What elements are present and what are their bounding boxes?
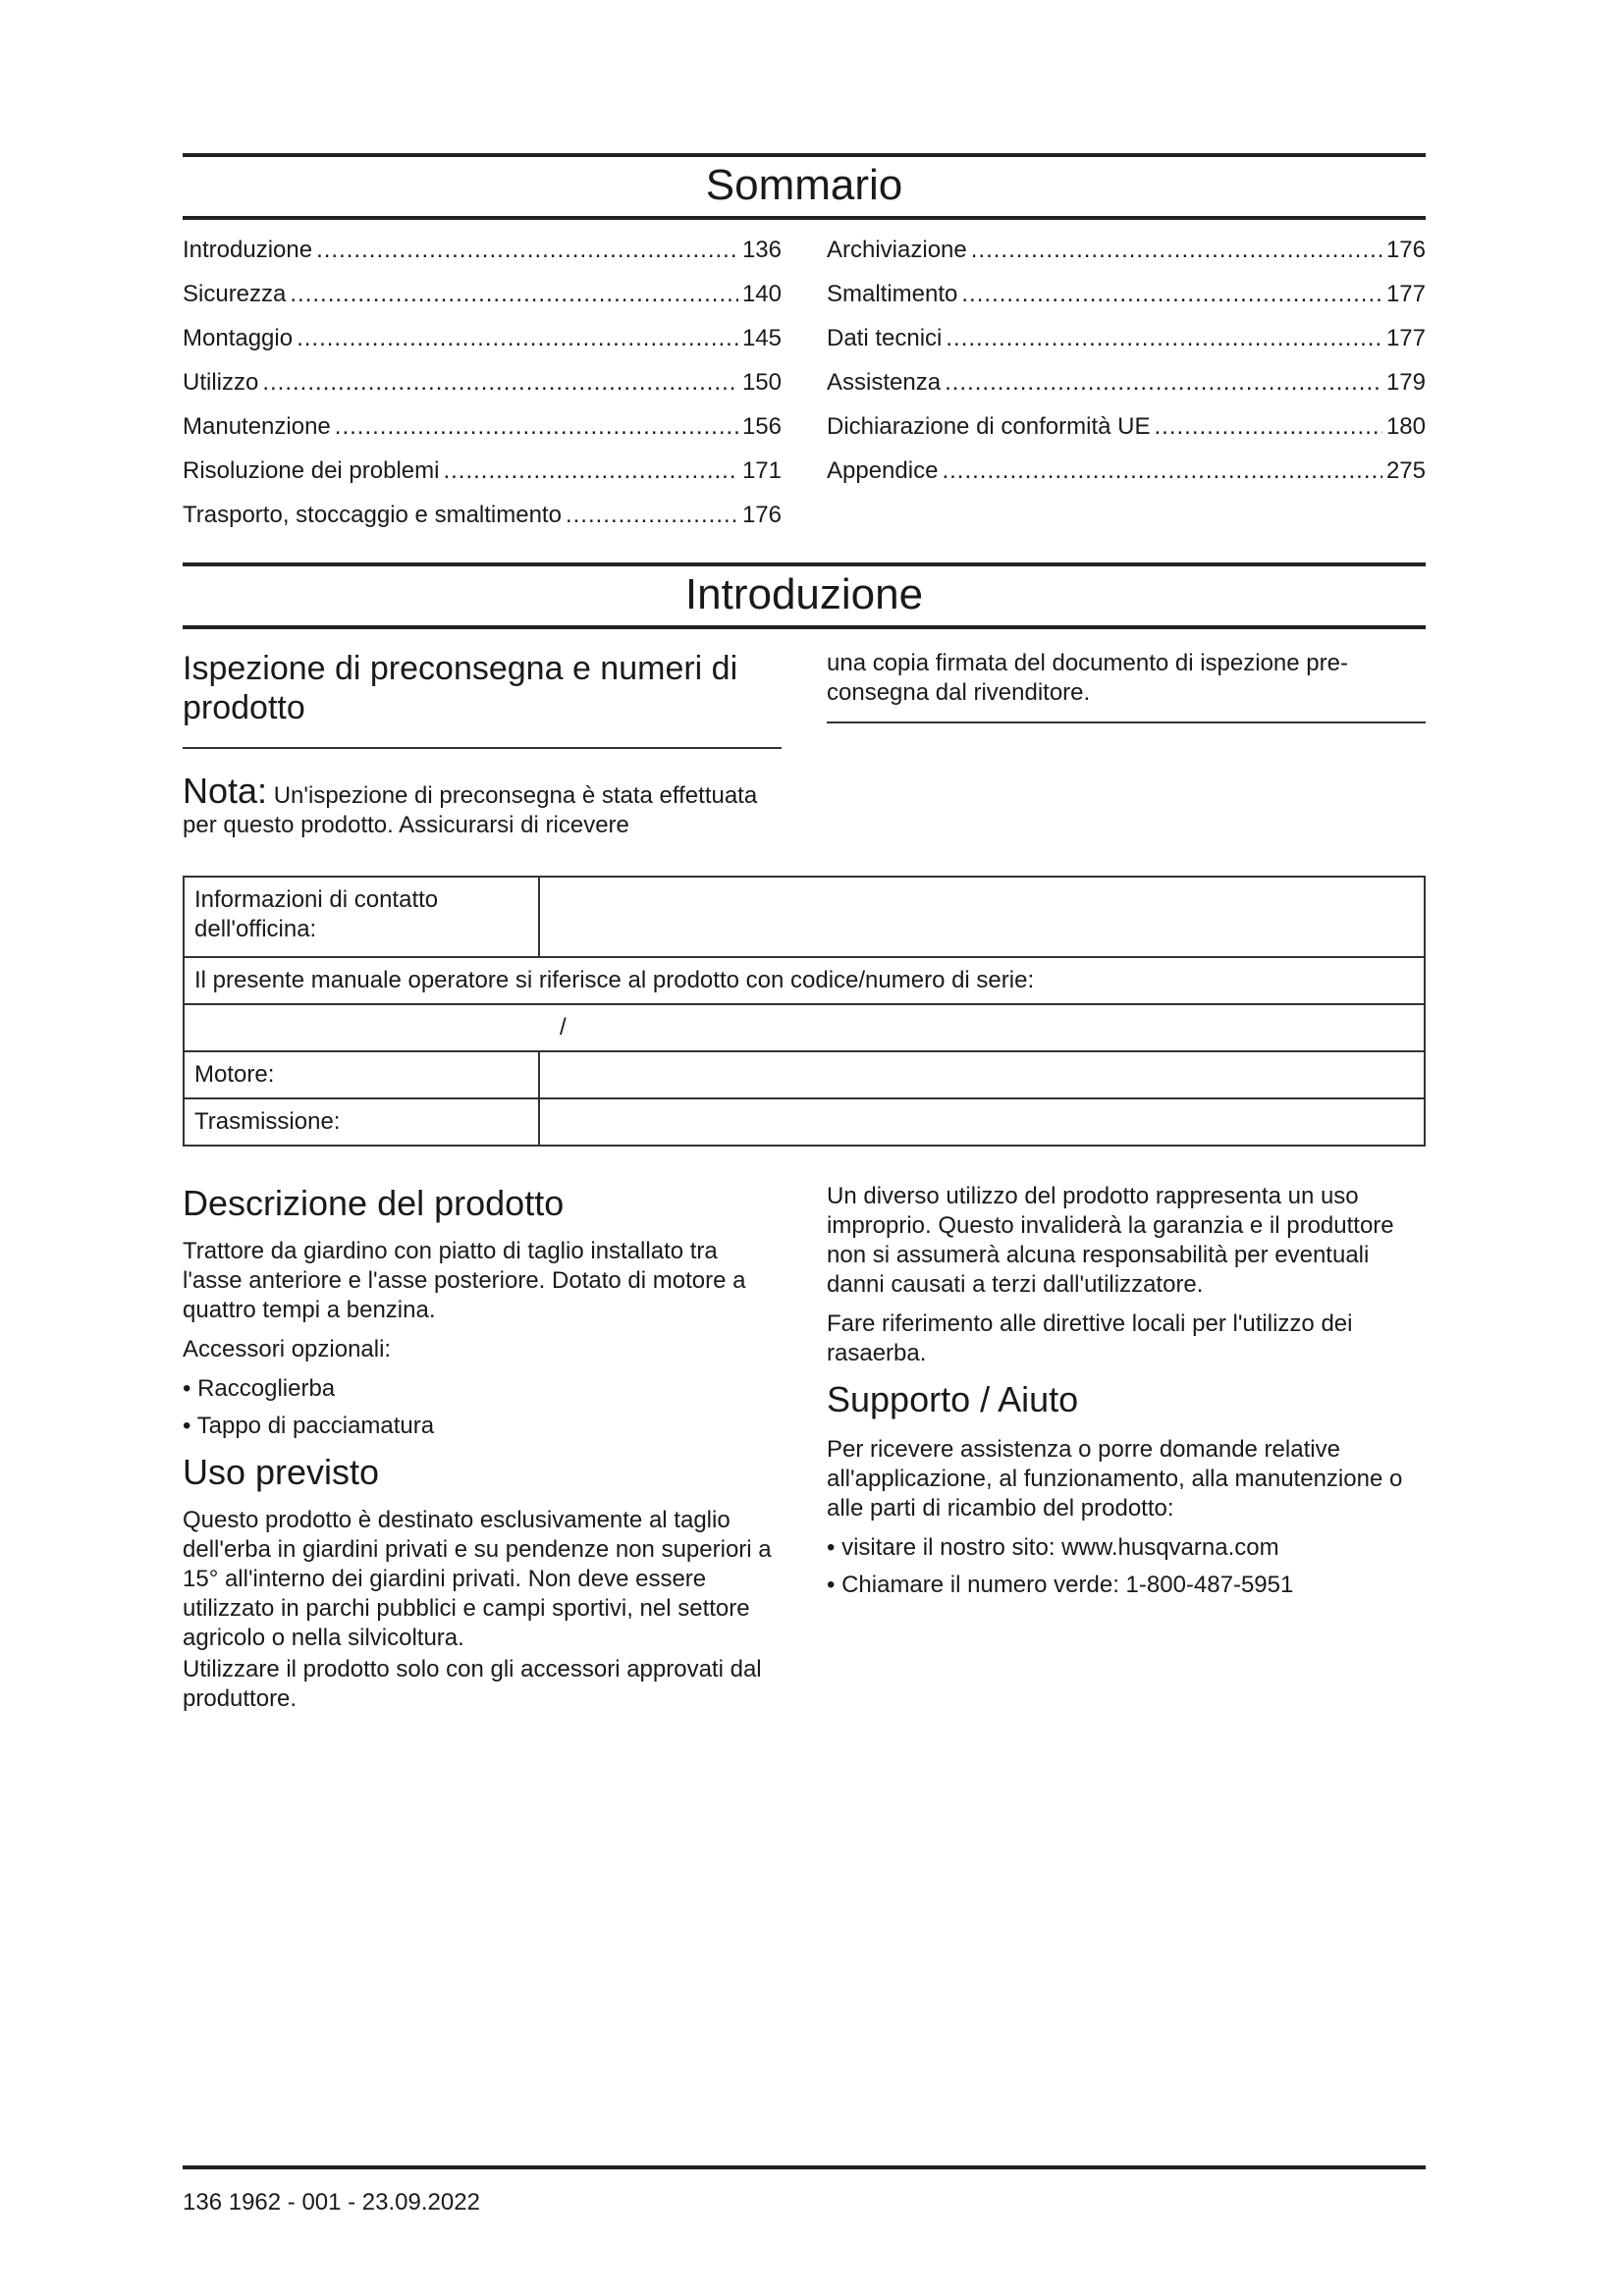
toc-entry[interactable] <box>183 449 782 493</box>
toc-entry[interactable] <box>183 493 782 537</box>
toc-left-column <box>183 228 782 537</box>
toc-entry-page: 177 <box>1385 281 1426 307</box>
toc-leader-dots <box>290 272 738 316</box>
description-heading: Descrizione del prodotto <box>183 1183 565 1223</box>
page-content <box>183 153 1426 1724</box>
inspection-section <box>183 649 1426 850</box>
toc-leader-dots <box>946 316 1382 360</box>
toc-entry-page: 179 <box>1385 369 1426 396</box>
toc-entry-label: Archiviazione <box>827 237 967 263</box>
toc-leader-dots <box>297 316 738 360</box>
toc-leader-dots <box>335 404 738 449</box>
toc-entry-label: Sicurezza <box>183 281 287 307</box>
toc-entry-page: 176 <box>1385 237 1426 263</box>
toc-entry[interactable] <box>183 272 782 316</box>
toc-leader-dots <box>566 493 738 537</box>
toc-entry-label: Introduzione <box>183 237 313 263</box>
toc-entry-label: Utilizzo <box>183 369 259 396</box>
toc-entry-page: 150 <box>741 369 782 396</box>
nota-continued: una copia firmata del documento di ispezione pre-consegna dal rivenditore. <box>827 649 1426 723</box>
toc-entry[interactable] <box>827 272 1426 316</box>
page-number: 136 <box>183 2189 223 2216</box>
toc-entry-label: Manutenzione <box>183 413 331 440</box>
manual-reference: Il presente manuale operatore si riferisce al prodotto con codice/numero di serie: <box>184 957 1425 1004</box>
list-item: • Raccoglierba <box>183 1374 782 1404</box>
toc-entry-label: Appendice <box>827 457 939 484</box>
toc-leader-dots <box>945 360 1382 404</box>
intro-title-rule <box>183 625 1426 629</box>
toc-entry-page: 177 <box>1385 325 1426 351</box>
toc-entry-label: Dichiarazione di conformità UE <box>827 413 1151 440</box>
toc-entry-page: 145 <box>741 325 782 351</box>
support-text: Per ricevere assistenza o porre domande relative all'applicazione, al funzionamento, alla manutenzione o alle parti di ricambio del prodotto: <box>827 1436 1403 1522</box>
table-row <box>184 1098 1425 1146</box>
toc-leader-dots <box>942 449 1382 493</box>
toc-leader-dots <box>961 272 1382 316</box>
local-rules-text: Fare riferimento alle direttive locali per l'utilizzo dei rasaerba. <box>827 1310 1353 1366</box>
toc-title: Sommario <box>705 161 903 209</box>
nota-paragraph <box>183 771 782 840</box>
document-reference: 1962 - 001 - 23.09.2022 <box>228 2189 480 2216</box>
support-heading: Supporto / Aiuto <box>827 1379 1079 1419</box>
toc-entry-label: Risoluzione dei problemi <box>183 457 440 484</box>
intro-title: Introduzione <box>684 570 924 618</box>
toc-entry[interactable] <box>183 316 782 360</box>
serial-separator: / <box>560 1014 567 1041</box>
toc-entry-label: Assistenza <box>827 369 942 396</box>
body-right-column <box>827 1182 1426 1724</box>
list-item: • Tappo di pacciamatura <box>183 1412 782 1441</box>
toc-entry[interactable] <box>827 228 1426 272</box>
serial-field[interactable] <box>184 1004 1425 1051</box>
toc-entry-page: 176 <box>741 502 782 528</box>
contact-label: Informazioni di contatto dell'officina: <box>184 877 539 957</box>
body-columns <box>183 1182 1426 1724</box>
inspection-heading: Ispezione di preconsegna e numeri di prodotto <box>183 649 782 749</box>
toc-entry[interactable] <box>827 360 1426 404</box>
intended-use-heading: Uso previsto <box>183 1452 380 1492</box>
intended-use-text: Questo prodotto è destinato esclusivamente al taglio dell'erba in giardini privati e su pendenze non superiori a 15° all'interno dei giardini privati. Non deve essere utilizzato in parchi pubblici e campi sportivi, nel settore agricolo o nella silvicoltura. <box>183 1507 772 1651</box>
footer-text <box>183 2189 1426 2216</box>
toc-entry-page: 136 <box>741 237 782 263</box>
toc-entry-page: 140 <box>741 281 782 307</box>
table-row <box>184 1004 1425 1051</box>
list-item: • visitare il nostro sito: www.husqvarna.com <box>827 1533 1426 1563</box>
misuse-text: Un diverso utilizzo del prodotto rappresenta un uso improprio. Questo invaliderà la garanzia e il produttore non si assumerà alcuna responsabilità per eventuali danni causati a terzi dall'utilizzatore. <box>827 1183 1394 1298</box>
toc-leader-dots <box>316 228 738 272</box>
toc-leader-dots <box>443 449 737 493</box>
table-row <box>184 877 1425 957</box>
list-item: • Chiamare il numero verde: 1-800-487-5951 <box>827 1571 1426 1600</box>
nota-label: Nota: <box>183 771 268 811</box>
toc-entry[interactable] <box>827 449 1426 493</box>
support-list <box>827 1533 1426 1600</box>
accessories-list <box>183 1374 782 1441</box>
toc-title-rule <box>183 216 1426 220</box>
toc-leader-dots <box>1154 404 1381 449</box>
accessories-label: Accessori opzionali: <box>183 1336 392 1362</box>
transmission-field[interactable] <box>539 1098 1425 1146</box>
toc-entry-page: 171 <box>741 457 782 484</box>
toc-entry-label: Dati tecnici <box>827 325 943 351</box>
table-row <box>184 957 1425 1004</box>
inspection-left <box>183 649 782 850</box>
footer-rule <box>183 2165 1426 2169</box>
inspection-right <box>827 649 1426 850</box>
contact-field[interactable] <box>539 877 1425 957</box>
table-of-contents <box>183 228 1426 537</box>
toc-entry-label: Montaggio <box>183 325 294 351</box>
page-footer <box>183 2165 1426 2216</box>
toc-leader-dots <box>971 228 1382 272</box>
body-left-column <box>183 1182 782 1724</box>
transmission-label: Trasmissione: <box>184 1098 539 1146</box>
toc-entry[interactable] <box>183 404 782 449</box>
toc-entry-page: 180 <box>1385 413 1426 440</box>
toc-entry[interactable] <box>183 360 782 404</box>
toc-leader-dots <box>262 360 738 404</box>
dealer-info-table <box>183 876 1426 1147</box>
toc-entry[interactable] <box>183 228 782 272</box>
toc-entry-page: 156 <box>741 413 782 440</box>
engine-label: Motore: <box>184 1051 539 1098</box>
engine-field[interactable] <box>539 1051 1425 1098</box>
description-text: Trattore da giardino con piatto di taglio installato tra l'asse anteriore e l'asse posteriore. Dotato di motore a quattro tempi a benzina. <box>183 1238 746 1323</box>
toc-entry[interactable] <box>827 316 1426 360</box>
table-row <box>184 1051 1425 1098</box>
intended-use-accessories: Utilizzare il prodotto solo con gli accessori approvati dal produttore. <box>183 1656 762 1712</box>
toc-entry-page: 275 <box>1385 457 1426 484</box>
nota-text: Un'ispezione di preconsegna è stata effettuata per questo prodotto. Assicurarsi di ricevere <box>183 782 758 838</box>
toc-entry[interactable] <box>827 404 1426 449</box>
toc-entry-label: Smaltimento <box>827 281 958 307</box>
toc-right-column <box>827 228 1426 537</box>
toc-entry-label: Trasporto, stoccaggio e smaltimento <box>183 502 562 528</box>
